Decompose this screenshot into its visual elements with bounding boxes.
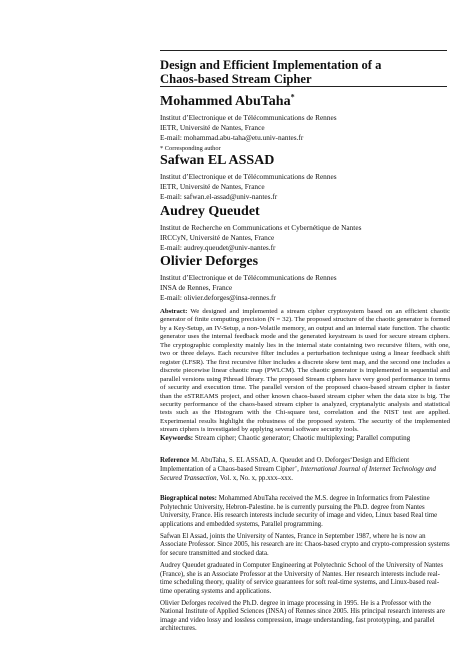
bio-paragraph: Audrey Queudet graduated in Computer Engineering at Polytechnic School of the University of Nantes (France), she is an Associate Professor at the University of Nantes. Her research interests include real-time scheduling theory, quality of service guarantees for soft real-time systems, and Linux-based real-time operating systems and applications. (160, 562, 443, 595)
author-block-abutaha (160, 94, 450, 153)
bio-label: Biographical notes: (160, 495, 217, 502)
corresponding-mark: * (290, 92, 295, 102)
affiliation-line: IETR, Université de Nantes, France (160, 182, 265, 191)
author-name: Audrey Queudet (160, 204, 260, 219)
author-name: Mohammed AbuTaha* (160, 92, 295, 109)
bio-paragraph (160, 495, 450, 529)
author-block-elassad (160, 153, 450, 202)
abstract (160, 308, 450, 435)
author-block-queudet (160, 204, 450, 253)
bio-paragraph: Safwan El Assad, joints the University of Nantes, France in September 1987, where he is now an Associate Professor. Since 2005, his research are in: Chaos-based crypto and crypto-compression systems for secure transmitted and stocked data. (160, 532, 450, 557)
author-email: E-mail: mohammad.abu-taha@etu.univ-nantes.fr (160, 133, 304, 142)
paper-title (160, 58, 450, 86)
reference-text: M. AbuTaha, S. EL ASSAD, A. Queudet and O. Deforges‘Design and Efficient Implementation of a Chaos-based Stream Cipher’, (160, 457, 410, 473)
corresponding-author-note: * Corresponding author (160, 145, 221, 152)
keywords-text: Stream cipher; Chaotic generator; Chaotic multiplexing; Parallel computing (194, 434, 411, 442)
reference-tail: Vol. x, No. x, pp.xxx–xxx. (219, 474, 293, 482)
title-line-2: Chaos-based Stream Cipher (160, 72, 312, 86)
affiliation-line: Institut d’Electronique et de Télécommunications de Rennes (160, 172, 337, 181)
top-rule (160, 50, 447, 51)
affiliation-line: Institut d’Electronique et de Télécommunications de Rennes (160, 273, 337, 282)
affiliation-line: IETR, Université de Nantes, France (160, 123, 265, 132)
biographical-notes (160, 495, 450, 638)
title-line-1: Design and Efficient Implementation of a (160, 58, 382, 72)
abstract-label: Abstract: (160, 308, 188, 315)
affiliation-line: Institut d’Electronique et de Télécommunications de Rennes (160, 113, 337, 122)
author-name: Safwan EL ASSAD (160, 153, 275, 168)
author-block-deforges (160, 254, 450, 303)
reference-label: Reference (160, 457, 190, 464)
reference-journal: International Journal of Internet Technology and Secured Transaction, (160, 465, 436, 482)
bio-paragraph: Olivier Deforges received the Ph.D. degree in image processing in 1995. He is a Professor with the National Institute of Applied Sciences (INSA) of Rennes since 2005. His principal research interests are image and video lossy and lossless compression, image understanding, fast prototyping, and parallel architectures. (160, 599, 445, 633)
author-name: Olivier Deforges (160, 254, 259, 269)
author-email: E-mail: audrey.queudet@univ-nantes.fr (160, 243, 276, 252)
author-email: E-mail: olivier.deforges@insa-rennes.fr (160, 293, 276, 302)
affiliation-line: INSA de Rennes, France (160, 283, 233, 292)
title-rule (160, 86, 447, 87)
affiliation-line: IRCCyN, Université de Nantes, France (160, 233, 275, 242)
keywords (160, 434, 450, 443)
author-email: E-mail: safwan.el-assad@univ-nantes.fr (160, 192, 278, 201)
bio-text: Mohammed AbuTaha received the M.S. degree in Informatics from Palestine Polytechnic University, Hebron-Palestine. he is currently pursuing the Ph.D. degree from Nantes University, France. His research interests include security of image and video, Linux based Real time applications and embedded systems, Parallel programming. (160, 495, 438, 528)
affiliation-line: Institut de Recherche en Communications et Cybernétique de Nantes (160, 223, 362, 232)
abstract-text: We designed and implemented a stream cipher cryptosystem based on an efficient chaotic generator of finite computing precision (N = 32). The proposed structure of the chaotic generator is formed by a Key-Setup, an IV-Setup, a non-Volatile memory, an output and an internal state function. The chaotic generator uses the internal feedback mode and the generated keystream is used for secure stream ciphers. The cryptographic complexity mainly lies in the internal state containing two recursive filters, with one, two or three delays. Each recursive filter includes a perturbation technique using a linear feedback shift register (LFSR). The first recursive filter includes a discrete skew tent map, and the second one includes a discrete piecewise linear chaotic map (PWLCM). The chaotic generator is implemented in sequential and parallel versions using Pthread library. The proposed Stream ciphers have very good performance in terms of security and execution time. The parallel version of the proposed chaos-based stream cipher is faster than the eSTREAMS project, and other known chaos-based stream cipher when the data size is big. The security performance of the chaos-based stream cipher is analyzed, cryptanalytic analysis and statistical tests such as the Histogram with the Chi-square test, correlation and the NIST test are applied. Experimental results highlight the robustness of the proposed system. The security of the implemented stream ciphers is investigated by applying several software security tools. (160, 308, 450, 434)
reference (160, 457, 450, 483)
keywords-label: Keywords: (160, 434, 194, 442)
